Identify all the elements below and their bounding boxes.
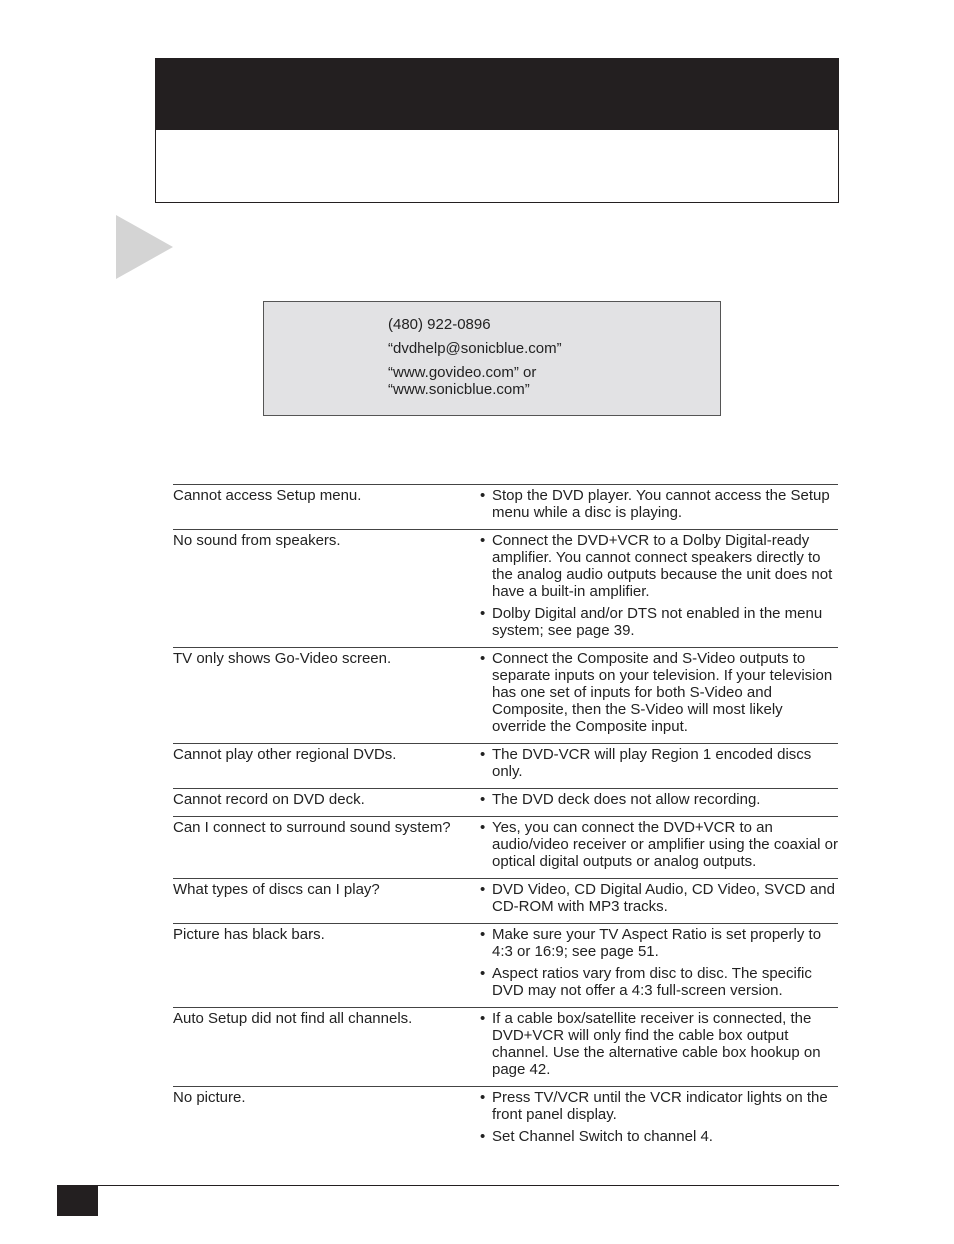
problem-text: No sound from speakers. <box>173 532 341 549</box>
bullet-icon: • <box>480 1089 486 1106</box>
solutions-list <box>480 532 838 639</box>
solution-text: The DVD-VCR will play Region 1 encoded discs only. <box>492 746 812 780</box>
solution-text: Set Channel Switch to channel 4. <box>492 1128 713 1145</box>
contact-box <box>263 301 721 416</box>
bullet-icon: • <box>480 791 486 808</box>
problem-text: TV only shows Go-Video screen. <box>173 650 392 667</box>
bullet-icon: • <box>480 965 486 982</box>
solution-text: If a cable box/satellite receiver is connected, the DVD+VCR will only find the cable box output channel. Use the alternative cable box hookup on page 42. <box>492 1010 821 1078</box>
bullet-icon: • <box>480 881 486 898</box>
solution-text: Yes, you can connect the DVD+VCR to an audio/video receiver or amplifier using the coaxial or optical digital outputs or analog outputs. <box>492 819 839 870</box>
contact-email: “dvdhelp@sonicblue.com” <box>388 340 562 357</box>
solution-item <box>480 532 838 600</box>
bullet-icon: • <box>480 1010 486 1027</box>
bullet-icon: • <box>480 650 486 667</box>
table-row <box>173 647 838 743</box>
table-row <box>173 484 838 529</box>
solutions-list <box>480 1089 838 1145</box>
contact-web-1: “www.govideo.com” or <box>388 364 537 381</box>
solutions-list <box>480 1010 838 1078</box>
solution-text: The DVD deck does not allow recording. <box>492 791 761 808</box>
solution-item <box>480 746 838 780</box>
solution-text: Make sure your TV Aspect Ratio is set properly to 4:3 or 16:9; see page 51. <box>492 926 822 960</box>
solution-text: Connect the DVD+VCR to a Dolby Digital-ready amplifier. You cannot connect speakers directly to the analog audio outputs because the unit does not have a built-in amplifier. <box>492 532 833 600</box>
table-row <box>173 1007 838 1086</box>
problem-text: No picture. <box>173 1089 246 1106</box>
troubleshooting-table <box>173 484 838 1153</box>
solutions-list <box>480 791 838 808</box>
table-row <box>173 1086 838 1153</box>
bullet-icon: • <box>480 1128 486 1145</box>
solutions-list <box>480 746 838 780</box>
table-row <box>173 529 838 647</box>
bullet-icon: • <box>480 605 486 622</box>
solution-item <box>480 487 838 521</box>
solution-item <box>480 1089 838 1123</box>
bullet-icon: • <box>480 487 486 504</box>
bullet-icon: • <box>480 926 486 943</box>
solution-item <box>480 819 838 870</box>
footer-rule <box>57 1185 839 1186</box>
bullet-icon: • <box>480 819 486 836</box>
section-arrow-icon <box>116 215 173 279</box>
table-row <box>173 743 838 788</box>
problem-text: Picture has black bars. <box>173 926 325 943</box>
table-row <box>173 816 838 878</box>
solution-item <box>480 881 838 915</box>
table-row <box>173 923 838 1007</box>
solution-text: DVD Video, CD Digital Audio, CD Video, SVCD and CD-ROM with MP3 tracks. <box>492 881 835 915</box>
solution-item <box>480 650 838 735</box>
solution-item <box>480 791 838 808</box>
solution-text: Connect the Composite and S-Video outputs to separate inputs on your television. If your television has one set of inputs for both S-Video and Composite, then the S-Video will most likely override the Composite input. <box>492 650 833 735</box>
problem-text: What types of discs can I play? <box>173 881 380 898</box>
problem-text: Cannot play other regional DVDs. <box>173 746 397 763</box>
table-row <box>173 878 838 923</box>
solution-text: Stop the DVD player. You cannot access the Setup menu while a disc is playing. <box>492 487 830 521</box>
solution-item <box>480 1010 838 1078</box>
problem-text: Auto Setup did not find all channels. <box>173 1010 413 1027</box>
solution-item <box>480 1128 838 1145</box>
solution-item <box>480 965 838 999</box>
solutions-list <box>480 881 838 915</box>
solution-text: Aspect ratios vary from disc to disc. The specific DVD may not offer a 4:3 full-screen version. <box>492 965 812 999</box>
problem-text: Cannot record on DVD deck. <box>173 791 365 808</box>
solutions-list <box>480 926 838 999</box>
header-box <box>155 130 839 203</box>
header-bar <box>155 58 839 130</box>
contact-web-2: “www.sonicblue.com” <box>388 381 530 398</box>
bullet-icon: • <box>480 532 486 549</box>
solution-text: Dolby Digital and/or DTS not enabled in the menu system; see page 39. <box>492 605 823 639</box>
table-row <box>173 788 838 816</box>
problem-text: Cannot access Setup menu. <box>173 487 362 504</box>
problem-text: Can I connect to surround sound system? <box>173 819 451 836</box>
solution-item <box>480 605 838 639</box>
solution-text: Press TV/VCR until the VCR indicator lights on the front panel display. <box>492 1089 828 1123</box>
solutions-list <box>480 650 838 735</box>
solutions-list <box>480 487 838 521</box>
solution-item <box>480 926 838 960</box>
solutions-list <box>480 819 838 870</box>
contact-phone: (480) 922-0896 <box>388 316 491 333</box>
bullet-icon: • <box>480 746 486 763</box>
page-number-tab <box>57 1185 98 1216</box>
